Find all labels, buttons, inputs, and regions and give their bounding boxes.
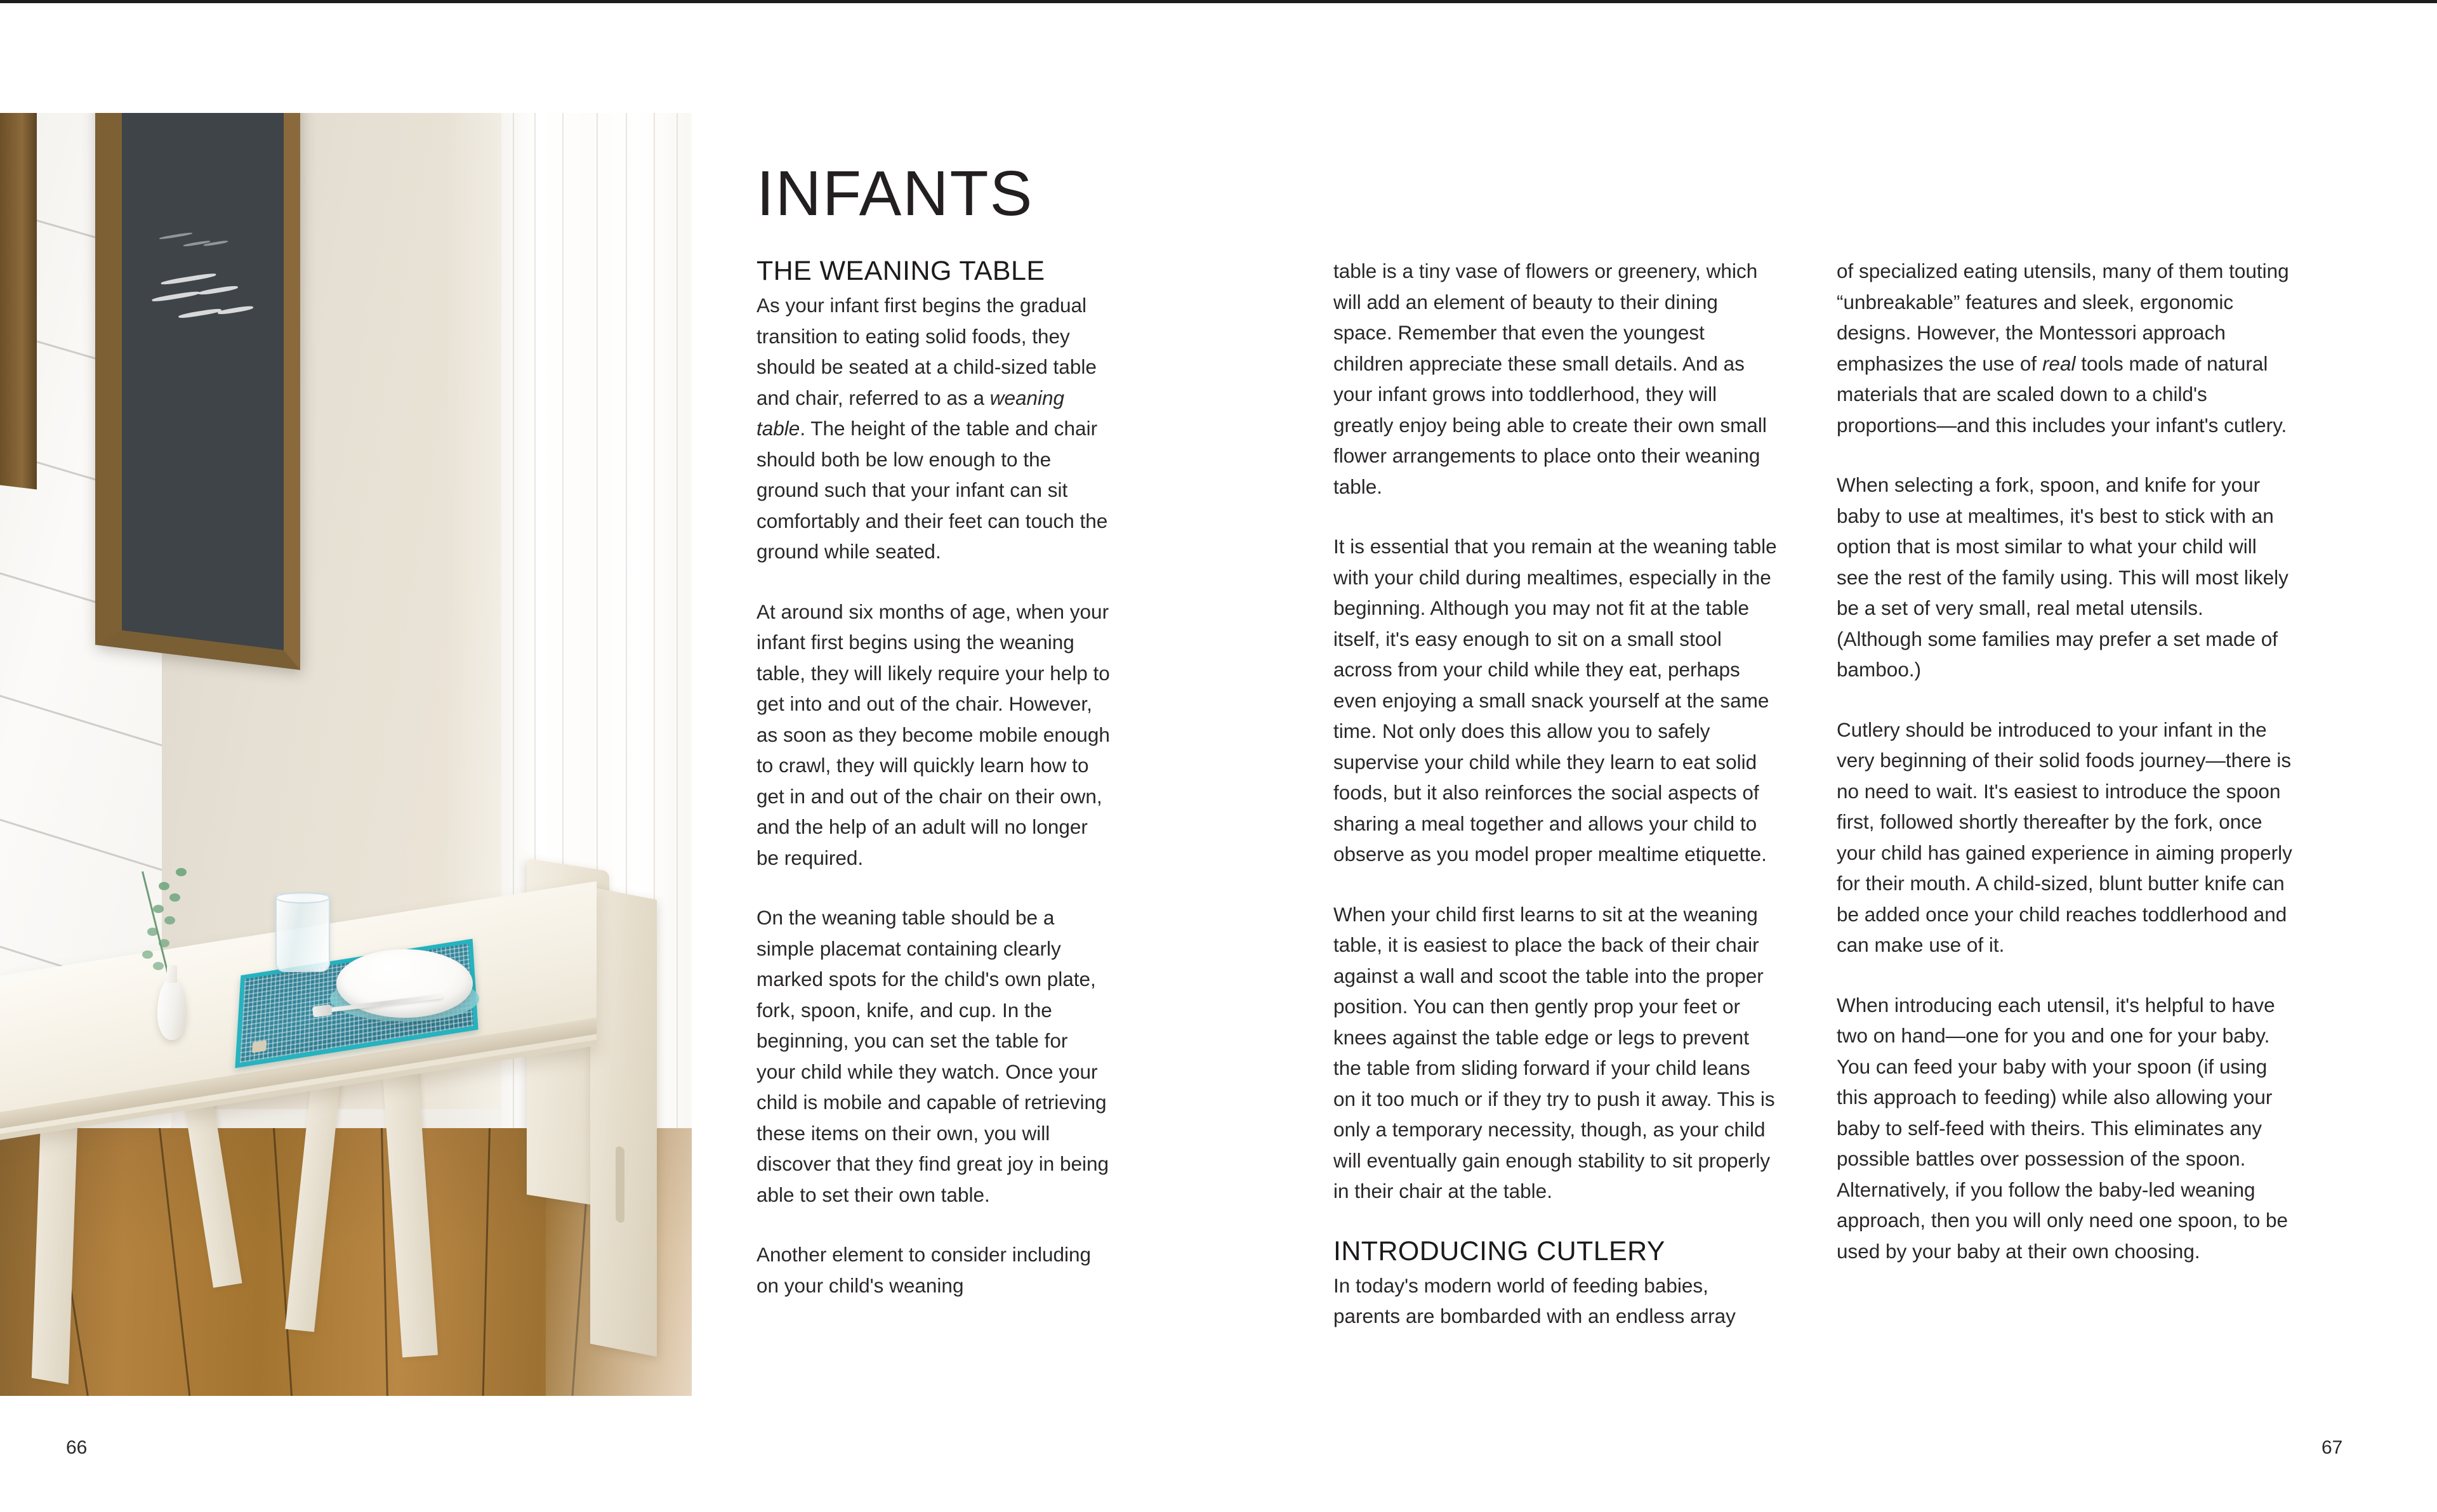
floor-plank-seam [381,1128,388,1396]
italic-term: weaning table [756,386,1065,440]
paragraph: In today's modern world of feeding babies, parents are bombarded with an endless array [1333,1273,1736,1328]
paragraph: Another element to consider including on your child's weaning [756,1243,1092,1297]
paragraph: Cutlery should be introduced to your infant in the very beginning of their solid foods journey—there is no need to wait. It's easiest to introduce the spoon first, followed shortly thereafter by the fork, once your child has gained experience in aiming properly for their mouth. A child-sized, blunt butter knife can be added once your child reaches toddlerhood and can make use of it. [1837,718,2292,956]
text-column-1 [756,256,1111,1301]
white-vase [157,979,187,1040]
paragraph: On the weaning table should be a simple placemat containing clearly marked spots for the child's own plate, fork, spoon, knife, and cup. In the beginning, you can set the table for your child while they watch. Once your child is mobile and capable of retrieving these items on their own, you will discover that they find great joy in being able to set their own table. [756,906,1109,1206]
folio-page-number-right: 67 [2321,1437,2343,1458]
eucalyptus-leaf [176,868,187,876]
chalk-text-stroke [159,232,192,240]
chalk-script-stroke [198,285,238,296]
floor-plank-seam [482,1128,491,1396]
chalk-script-stroke [161,272,216,286]
paragraph: table is a tiny vase of flowers or greenery, which will add an element of beauty to their dining space. Remember that even the youngest children appreciate these small details. And as your infant grows into toddlerhood, they will greatly enjoy being able to create their own small flower arrangements to place onto their weaning table. [1333,260,1767,498]
eucalyptus-leaf [142,950,153,959]
chair-side-slot [616,1146,624,1224]
glass-rim [275,892,330,904]
text-column-2 [1333,256,1778,1332]
paragraph: As your infant first begins the gradual transition to eating solid foods, they should be seated at a child-sized table and chair, referred to as a weaning table. The height of the table and chair should both be low enough to the ground such that your infant can sit comfortably and their feet can touch the ground while seated. [756,294,1108,563]
text-column-3 [1837,256,2292,1266]
fork-tines [312,1004,333,1018]
weaning-table-photograph [0,113,692,1396]
vase-neck [167,965,177,983]
eucalyptus-leaf [164,916,175,924]
curtain-fold [677,113,678,1185]
picture-frame-edge [0,113,37,490]
eucalyptus-leaf [159,939,169,947]
chalk-script-stroke [178,308,221,319]
chalkboard-sign [95,113,300,670]
paragraph: of specialized eating utensils, many of them touting “unbreakable” features and sleek, ergonomic designs. However, the Montessori approach emphasizes the use of real tools made of natural materials that are scaled down to a child's proportions—and this includes your infant's cutlery. [1837,260,2289,437]
paragraph: When your child first learns to sit at the weaning table, it is easiest to place the back of their chair against a wall and scoot the table into the proper position. You can then gently prop your feet or knees against the table edge or legs to prevent the table from sliding forward if your child leans on it too much or if they try to push it away. This is only a temporary necessity, though, as your child will eventually gain enough stability to sit properly in their chair at the table. [1333,902,1775,1202]
page-title: INFANTS [756,158,1034,229]
italic-term: real [2042,352,2076,375]
eucalyptus-leaf [159,882,169,890]
eucalyptus-leaf [153,905,164,913]
drinking-glass [275,893,330,972]
placemat-tag [252,1041,267,1053]
paragraph: When introducing each utensil, it's helpful to have two on hand—one for you and one for your baby. You can feed your baby with your spoon (if using this approach to feeding) while also allowing your baby to self-feed with theirs. This eliminates any possible battles over possession of the spoon. Alternatively, if you follow the baby-led weaning approach, then you will only need one spoon, to be used by your baby at their own choosing. [1837,993,2288,1263]
subheading-introducing-cutlery: INTRODUCING CUTLERY [1333,1235,1665,1266]
subheading-weaning-table: THE WEANING TABLE [756,256,1045,286]
childs-chair-side [590,887,657,1357]
chalk-script-stroke [217,305,254,315]
floor-plank-seam [273,1128,293,1396]
paragraph: When selecting a fork, spoon, and knife for your baby to use at mealtimes, it's best to stick with an option that is most similar to what your child will see the rest of the family using. This will most likely be a set of very small, real metal utensils. (Although some families may prefer a set made of bamboo.) [1837,473,2288,681]
floor-plank-seam [159,1128,191,1396]
paragraph: It is essential that you remain at the weaning table with your child during mealtimes, especially in the beginning. Although you may not fit at the table itself, it's easy enough to sit on a small stool across from your child while they eat, perhaps even enjoying a small snack yourself at the same time. Not only does this allow you to safely supervise your child while they learn to eat solid foods, but it also reinforces the social aspects of sharing a meal together and allows your child to observe as you model proper mealtime etiquette. [1333,535,1777,865]
paragraph: At around six months of age, when your infant first begins using the weaning table, they will likely require your help to get into and out of the chair. However, as soon as they become mobile enough to crawl, they will quickly learn how to get in and out of the chair on their own, and the help of an adult will no longer be required. [756,600,1110,869]
chalk-script-stroke [152,291,201,303]
folio-page-number-left: 66 [66,1437,88,1458]
